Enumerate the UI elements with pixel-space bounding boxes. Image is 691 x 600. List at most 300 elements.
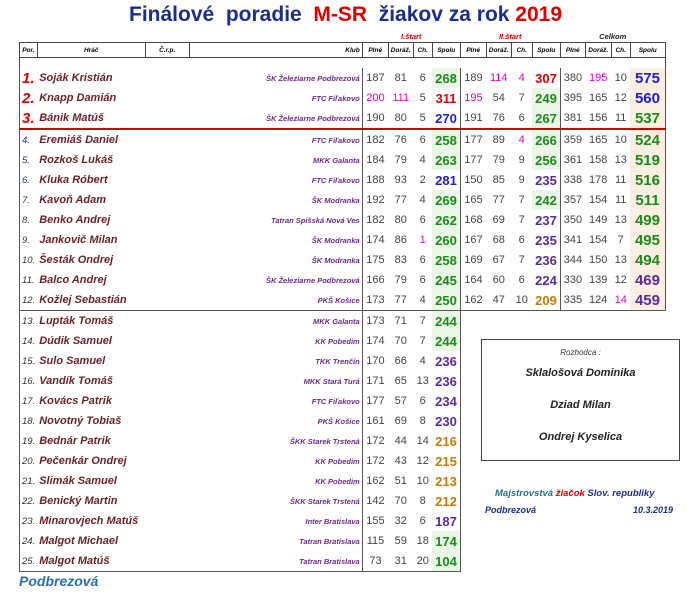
- header-start1: I.štart: [401, 32, 422, 41]
- start-score: 262: [432, 210, 460, 230]
- player-name: Rozkoš Lukáš: [39, 154, 114, 166]
- club-name: KK Pobedim: [315, 476, 360, 486]
- start-stat: 81: [394, 72, 407, 84]
- start-stat: 54: [492, 92, 505, 104]
- start-stat: 89: [492, 134, 505, 146]
- start-stat: 79: [492, 154, 505, 166]
- start-score: 209: [532, 290, 560, 311]
- start-score: 174: [432, 531, 460, 551]
- start-stat: 168: [460, 210, 486, 230]
- empty-cell: [532, 531, 560, 551]
- start-stat: 79: [394, 154, 407, 166]
- empty-cell: [486, 551, 511, 572]
- total-stat: 154: [589, 194, 608, 206]
- empty-cell: [486, 531, 511, 551]
- start-stat: 150: [460, 170, 486, 190]
- total-score: 519: [630, 150, 665, 170]
- total-score: 499: [630, 210, 665, 230]
- registration-cell: [145, 491, 189, 511]
- empty-cell: [611, 551, 630, 572]
- table-row: [20, 311, 666, 332]
- table-row: [20, 190, 666, 210]
- rank-cell: 19.: [20, 431, 38, 451]
- empty-cell: [630, 311, 665, 332]
- start-stat: 10: [416, 475, 429, 487]
- registration-cell: [145, 431, 189, 451]
- start-stat: 192: [362, 190, 388, 210]
- registration-cell: [145, 331, 189, 351]
- total-stat: 11: [615, 174, 627, 186]
- column-header: Ch.: [611, 43, 630, 58]
- start-stat: 70: [394, 495, 407, 507]
- total-stat: 13: [614, 214, 627, 226]
- column-header: Doráž.: [585, 43, 611, 58]
- start-stat: 65: [394, 375, 407, 387]
- registration-cell: [145, 250, 189, 270]
- empty-cell: [585, 531, 611, 551]
- club-name: KK Pobedim: [315, 456, 360, 466]
- title-part-3: žiakov za rok: [378, 3, 516, 26]
- rank-cell: 8.: [20, 210, 38, 230]
- start-stat: 60: [492, 274, 505, 286]
- start-stat: 182: [362, 210, 388, 230]
- start-stat: 200: [362, 88, 388, 108]
- registration-cell: [145, 150, 189, 170]
- club-name: FTC Fiľakovo: [311, 93, 360, 103]
- start-stat: 4: [518, 72, 525, 84]
- empty-cell: [460, 471, 486, 491]
- start-score: 230: [432, 411, 460, 431]
- start-score: 258: [432, 250, 460, 270]
- total-stat: 395: [560, 88, 585, 108]
- total-stat: 359: [560, 129, 585, 150]
- judges-box: [481, 339, 680, 461]
- judges-label: Rozhodca :: [560, 348, 601, 357]
- start-stat: 169: [460, 250, 486, 270]
- title-part-2: M-SR: [313, 3, 379, 26]
- total-score: 469: [630, 270, 665, 290]
- club-name: Tatran Spišská Nová Ves: [271, 215, 360, 225]
- start-stat: 4: [419, 194, 426, 206]
- start-score: 250: [432, 290, 460, 311]
- column-header: Klub: [189, 43, 362, 58]
- rank-cell: 13.: [20, 311, 38, 332]
- start-stat: 79: [394, 274, 407, 286]
- start-stat: 77: [492, 194, 505, 206]
- start-stat: 77: [388, 290, 413, 311]
- registration-cell: [145, 411, 189, 431]
- start-stat: 4: [419, 154, 426, 166]
- start-stat: 175: [362, 250, 388, 270]
- player-name: Soják Kristián: [39, 72, 113, 84]
- champ-text-c: Slov. republiky: [587, 488, 655, 499]
- start-score: 235: [535, 172, 557, 188]
- start-stat: 177: [362, 391, 388, 411]
- empty-cell: [511, 311, 532, 332]
- club-name: Tatran Bratislava: [189, 551, 362, 572]
- registration-cell: [145, 68, 189, 88]
- start-stat: 177: [460, 129, 486, 150]
- start-stat: 6: [419, 395, 426, 407]
- total-stat: 10: [614, 72, 627, 84]
- column-header: Ch.: [413, 43, 432, 58]
- start-stat: 4: [518, 134, 525, 146]
- column-header: Por.: [20, 43, 38, 58]
- start-stat: 76: [394, 134, 407, 146]
- player-name: Dúdik Samuel: [39, 335, 112, 347]
- start-stat: 174: [362, 230, 388, 250]
- start-stat: 189: [460, 68, 486, 88]
- table-row: [20, 270, 666, 290]
- registration-cell: [145, 471, 189, 491]
- empty-cell: [630, 551, 665, 572]
- column-header: Doráž.: [388, 43, 413, 58]
- club-name: TKK Trenčín: [315, 356, 360, 366]
- start-stat: 4: [419, 355, 426, 367]
- start-score: 256: [532, 150, 560, 170]
- start-stat: 6: [511, 108, 532, 129]
- start-stat: 71: [394, 315, 407, 327]
- start-score: 270: [432, 108, 460, 129]
- start-score: 263: [432, 150, 460, 170]
- table-row: [20, 150, 666, 170]
- club-name: ŠK Modranka: [311, 235, 360, 245]
- rank-cell: 12.: [20, 290, 38, 311]
- registration-cell: [145, 270, 189, 290]
- empty-cell: [532, 311, 560, 332]
- registration-cell: [145, 170, 189, 190]
- player-name: Šesták Ondrej: [39, 254, 114, 266]
- judge-name: Sklalošová Dominika: [525, 367, 636, 379]
- registration-cell: [145, 371, 189, 391]
- player-name: Kluka Róbert: [39, 174, 108, 186]
- total-stat: 341: [560, 230, 585, 250]
- start-stat: 44: [394, 435, 407, 447]
- column-header: Plné: [560, 43, 585, 58]
- column-header: Ch.: [511, 43, 532, 58]
- table-row: [20, 68, 666, 88]
- rank-cell: 3.: [20, 108, 38, 129]
- column-header: Spolu: [432, 43, 460, 58]
- club-name: FTC Fiľakovo: [311, 175, 360, 185]
- start-stat: 142: [362, 491, 388, 511]
- start-score: 242: [532, 190, 560, 210]
- rank-cell: 11.: [20, 270, 38, 290]
- player-name: Kavoň Adam: [39, 194, 107, 206]
- registration-cell: [145, 531, 189, 551]
- empty-cell: [460, 511, 486, 531]
- start-stat: 67: [492, 254, 505, 266]
- start-stat: 7: [419, 335, 426, 347]
- total-score: 516: [630, 170, 665, 190]
- start-stat: 9: [518, 154, 525, 166]
- empty-cell: [460, 311, 486, 332]
- player-name: Bánik Matúš: [37, 108, 145, 129]
- empty-cell: [560, 551, 585, 572]
- start-stat: 166: [362, 270, 388, 290]
- total-score: 459: [630, 290, 665, 311]
- start-stat: 9: [518, 174, 525, 186]
- table-row: [20, 290, 666, 311]
- header-spacer: [20, 58, 666, 69]
- start-stat: 114: [489, 72, 508, 84]
- footer-city: Podbrezová: [19, 573, 99, 589]
- rank-cell: 10.: [20, 250, 38, 270]
- player-name: Malgot Michael: [39, 535, 119, 547]
- judge-name: Ondrej Kyselica: [538, 431, 623, 443]
- start-score: 104: [432, 551, 460, 572]
- registration-cell: [145, 210, 189, 230]
- start-stat: 31: [388, 551, 413, 572]
- start-score: 268: [432, 68, 460, 88]
- empty-cell: [460, 531, 486, 551]
- start-score: 224: [535, 272, 557, 288]
- table-row: [20, 551, 666, 572]
- start-stat: 6: [419, 254, 426, 266]
- start-stat: 170: [362, 351, 388, 371]
- start-stat: 6: [419, 274, 426, 286]
- club-name: MKK Galanta: [313, 155, 360, 165]
- title-part-1: Finálové poradie: [129, 3, 314, 26]
- start-score: 249: [532, 88, 560, 108]
- rank-cell: 16.: [20, 371, 38, 391]
- start-stat: 93: [394, 174, 407, 186]
- rank-cell: 6.: [20, 170, 38, 190]
- total-stat: 330: [560, 270, 585, 290]
- club-name: ŠK Modranka: [311, 195, 360, 205]
- start-stat: 7: [518, 214, 525, 226]
- start-score: 267: [532, 108, 560, 129]
- player-name: Jankovič Milan: [39, 234, 118, 246]
- start-stat: 83: [394, 254, 407, 266]
- start-stat: 6: [518, 234, 525, 246]
- column-header: Č.r.p.: [145, 43, 189, 58]
- club-name: Tatran Bratislava: [299, 536, 360, 546]
- total-stat: 14: [611, 290, 630, 311]
- club-name: ŠK Modranka: [311, 255, 360, 265]
- table-row: [20, 511, 666, 531]
- title-part-4: 2019: [515, 3, 562, 26]
- event-place: Podbrezová: [485, 505, 537, 515]
- total-stat: 361: [560, 150, 585, 170]
- start-stat: 8: [419, 415, 426, 427]
- player-name: Benický Martin: [39, 495, 118, 507]
- start-stat: 182: [362, 129, 388, 150]
- club-name: ŠK Železiarne Podbrezová: [189, 108, 362, 129]
- column-header: Plné: [460, 43, 486, 58]
- registration-cell: [145, 88, 189, 108]
- empty-cell: [486, 311, 511, 332]
- total-stat: 350: [560, 210, 585, 230]
- rank-cell: 25.: [20, 551, 38, 572]
- start-stat: 162: [362, 471, 388, 491]
- registration-cell: [145, 351, 189, 371]
- total-stat: 380: [560, 68, 585, 88]
- start-stat: 13: [416, 375, 429, 387]
- table-row: [20, 170, 666, 190]
- table-row: [20, 108, 666, 129]
- player-name: Pečenkár Ondrej: [39, 455, 127, 467]
- start-stat: 76: [486, 108, 511, 129]
- empty-cell: [532, 511, 560, 531]
- total-stat: 13: [614, 154, 627, 166]
- column-header: Doráž.: [486, 43, 511, 58]
- start-stat: 6: [419, 515, 426, 527]
- start-score: 187: [432, 511, 460, 531]
- empty-cell: [532, 551, 560, 572]
- start-stat: 18: [416, 535, 429, 547]
- start-score: 216: [432, 431, 460, 451]
- start-stat: 184: [362, 150, 388, 170]
- start-stat: 70: [394, 335, 407, 347]
- rank-cell: 23.: [20, 511, 38, 531]
- player-name: Novotný Tobiaš: [39, 415, 122, 427]
- start-stat: 14: [416, 435, 429, 447]
- rank-cell: 2.: [20, 88, 38, 108]
- start-stat: 66: [394, 355, 407, 367]
- player-name: Knapp Damián: [39, 92, 117, 104]
- judge-name: Dziad Milan: [550, 399, 611, 411]
- total-stat: 381: [560, 108, 585, 129]
- club-name: FTC Fiľakovo: [311, 135, 360, 145]
- registration-cell: [145, 108, 189, 129]
- total-stat: 124: [585, 290, 611, 311]
- player-name: Lupták Tomáš: [39, 315, 114, 327]
- start-stat: 7: [518, 92, 525, 104]
- start-stat: 77: [394, 194, 407, 206]
- start-stat: 32: [394, 515, 407, 527]
- start-stat: 6: [419, 134, 426, 146]
- club-name: ŠK Železiarne Podbrezová: [265, 275, 360, 285]
- table-row: [20, 250, 666, 270]
- start-stat: 68: [492, 234, 505, 246]
- start-stat: 85: [492, 174, 505, 186]
- player-name: Kožlej Sebastián: [37, 290, 145, 311]
- start-stat: 161: [362, 411, 388, 431]
- total-stat: 178: [589, 174, 608, 186]
- start-stat: 155: [362, 511, 388, 531]
- total-stat: 12: [614, 274, 627, 286]
- player-name: Balco Andrej: [39, 274, 107, 286]
- rank-cell: 18.: [20, 411, 38, 431]
- start-score: 236: [432, 351, 460, 371]
- registration-cell: [145, 129, 189, 150]
- club-name: KK Pobedim: [315, 336, 360, 346]
- rank-cell: 17.: [20, 391, 38, 411]
- start-stat: 191: [460, 108, 486, 129]
- start-stat: 165: [460, 190, 486, 210]
- club-name: Inter Bratislava: [305, 516, 360, 526]
- club-name: MKK Galanta: [313, 316, 360, 326]
- total-stat: 7: [617, 234, 624, 246]
- start-stat: 57: [394, 395, 407, 407]
- start-stat: 7: [518, 254, 525, 266]
- start-score: 212: [432, 491, 460, 511]
- total-stat: 150: [589, 254, 608, 266]
- total-stat: 11: [615, 194, 627, 206]
- total-score: 575: [630, 68, 665, 88]
- event-date: 10.3.2019: [633, 505, 674, 515]
- start-stat: 7: [419, 315, 426, 327]
- total-score: 560: [630, 88, 665, 108]
- total-score: 524: [630, 129, 665, 150]
- rank-cell: 5.: [20, 150, 38, 170]
- player-name: Slimák Samuel: [39, 475, 117, 487]
- empty-cell: [585, 511, 611, 531]
- table-row: [20, 129, 666, 150]
- player-name: Benko Andrej: [39, 214, 111, 226]
- rank-cell: 20.: [20, 451, 38, 471]
- total-stat: 154: [589, 234, 608, 246]
- registration-cell: [145, 311, 189, 332]
- start-score: 215: [432, 451, 460, 471]
- table-row: [20, 210, 666, 230]
- start-stat: 10: [511, 290, 532, 311]
- rank-cell: 9.: [20, 230, 38, 250]
- start-score: 260: [432, 230, 460, 250]
- player-name: Minarovjech Matúš: [39, 515, 139, 527]
- start-stat: 47: [486, 290, 511, 311]
- empty-cell: [511, 551, 532, 572]
- column-header: Spolu: [532, 43, 560, 58]
- start-stat: 80: [394, 214, 407, 226]
- club-name: PKŠ Košice: [317, 416, 360, 426]
- start-stat: 111: [392, 92, 410, 104]
- start-score: 236: [535, 252, 557, 268]
- empty-cell: [585, 551, 611, 572]
- start-stat: 12: [416, 455, 429, 467]
- page-title: [0, 3, 691, 27]
- registration-cell: [145, 451, 189, 471]
- total-stat: 195: [589, 72, 608, 84]
- start-score: 213: [432, 471, 460, 491]
- start-score: 237: [535, 212, 557, 228]
- start-stat: 6: [419, 72, 426, 84]
- rank-cell: 1.: [20, 68, 38, 88]
- start-stat: 164: [460, 270, 486, 290]
- start-stat: 86: [394, 234, 407, 246]
- empty-cell: [585, 311, 611, 332]
- rank-cell: 21.: [20, 471, 38, 491]
- club-name: ŠKK Starek Trstená: [289, 496, 360, 506]
- registration-cell: [145, 391, 189, 411]
- empty-cell: [460, 491, 486, 511]
- start-stat: 8: [419, 495, 426, 507]
- table-row: [20, 88, 666, 108]
- club-name: FTC Fiľakovo: [311, 396, 360, 406]
- registration-cell: [145, 551, 189, 572]
- start-score: 266: [532, 129, 560, 150]
- empty-cell: [560, 311, 585, 332]
- player-name: Sulo Samuel: [39, 355, 106, 367]
- total-stat: 156: [585, 108, 611, 129]
- total-stat: 10: [614, 134, 627, 146]
- total-score: 537: [630, 108, 665, 129]
- start-stat: 6: [419, 214, 426, 226]
- empty-cell: [460, 551, 486, 572]
- registration-cell: [145, 290, 189, 311]
- table-row: [20, 230, 666, 250]
- empty-cell: [611, 311, 630, 332]
- start-score: 258: [432, 129, 460, 150]
- registration-cell: [145, 230, 189, 250]
- total-stat: 338: [560, 170, 585, 190]
- total-stat: 344: [560, 250, 585, 270]
- start-stat: 190: [362, 108, 388, 129]
- start-stat: 51: [394, 475, 407, 487]
- start-stat: 4: [413, 290, 432, 311]
- club-name: ŠKK Starek Trstená: [289, 436, 360, 446]
